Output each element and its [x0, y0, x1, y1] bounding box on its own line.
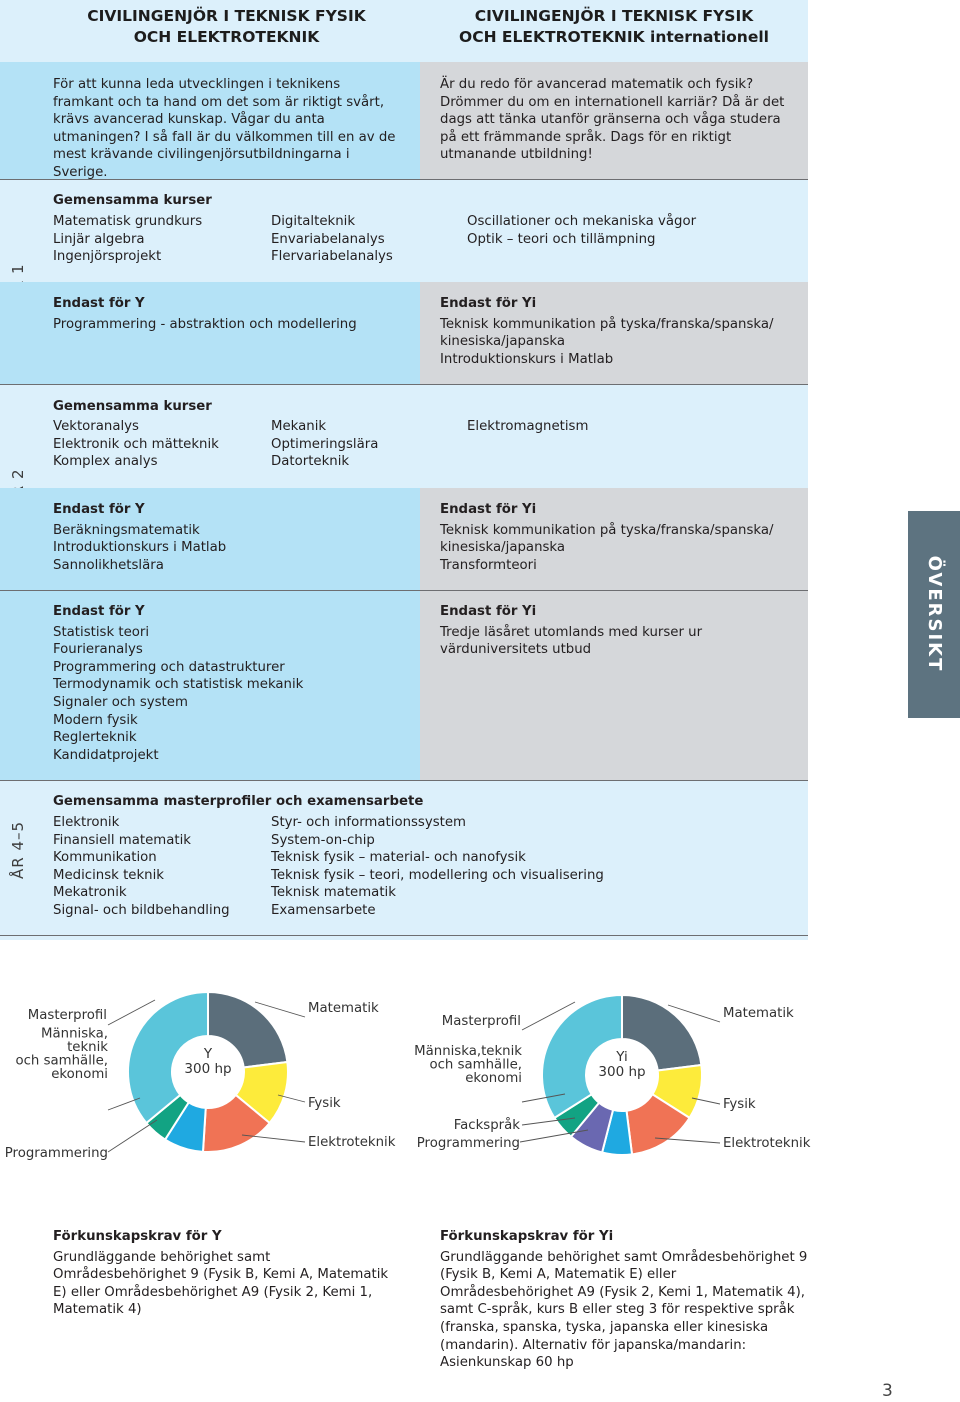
- prereq-y: [53, 1228, 393, 1319]
- course-item: Beräkningsmatematik: [53, 522, 200, 538]
- master-profile-item: Teknisk matematik: [271, 885, 396, 901]
- year3-y-heading: Endast för Y: [53, 604, 145, 619]
- prereq-y-heading: Förkunskapskrav för Y: [53, 1229, 222, 1244]
- master-profile-item: Signal- och bildbehandling: [53, 902, 230, 918]
- year1-yi-heading: Endast för Yi: [440, 296, 537, 311]
- slice-label: ekonomi: [51, 1067, 108, 1082]
- slice-matematik: [622, 995, 701, 1070]
- course-item: Introduktionskurs i Matlab: [53, 540, 227, 556]
- slice-label: Fackspråk: [453, 1118, 520, 1133]
- course-item: Oscillationer och mekaniska vågor: [467, 214, 697, 229]
- year1-common-col3: [467, 213, 696, 248]
- master-profile-item: Styr- och informationssystem: [271, 815, 467, 830]
- course-item: Fourieranalys: [53, 642, 143, 658]
- course-item: Programmering - abstraktion och modellering: [53, 316, 357, 332]
- course-item: Vektoranalys: [53, 419, 139, 434]
- slice-matematik: [208, 992, 287, 1067]
- course-item: Introduktionskurs i Matlab: [440, 351, 614, 367]
- intro-y-text: För att kunna leda utvecklingen i teknikens framkant och ta hand om det som är riktigt svårt, krävs avancerad kunskap. Vågar du anta utmaningen? I så fall är du välkommen till en av de mest krävande civilingenjörsutbildningarna i Sverige.: [53, 77, 396, 180]
- year2-y-block: [53, 501, 226, 574]
- slice-label: Människa,teknik: [414, 1044, 522, 1059]
- header-yi: [420, 6, 808, 48]
- slice-label: och samhälle,: [429, 1057, 522, 1073]
- course-item: Datorteknik: [271, 454, 350, 470]
- year2-common-col3: [467, 418, 588, 436]
- credit-distribution-charts: [0, 970, 960, 1190]
- header-y-line2: OCH ELEKTROTEKNIK: [133, 28, 320, 46]
- course-item: Teknisk kommunikation på tyska/franska/spanska/: [440, 522, 774, 538]
- slice-masterprofil: [128, 992, 208, 1123]
- page-number: 3: [882, 1381, 893, 1401]
- year1-yi-block: [440, 295, 773, 368]
- course-item: Optimeringslära: [271, 436, 379, 452]
- center-label: 300 hp: [184, 1061, 232, 1077]
- year2-common-col2: [271, 418, 378, 471]
- slice-label: teknik: [67, 1040, 108, 1055]
- year45-col2: [271, 814, 604, 920]
- divider: [0, 179, 808, 180]
- master-profile-item: Finansiell matematik: [53, 832, 192, 848]
- course-item: Ingenjörsprojekt: [53, 249, 162, 265]
- master-profile-item: System-on-chip: [271, 832, 375, 848]
- course-item: Mekanik: [271, 419, 327, 434]
- course-item: Sannolikhetslära: [53, 557, 164, 573]
- master-profile-item: Elektronik: [53, 815, 120, 830]
- year3-yi-block: [440, 603, 702, 659]
- slice-label: och samhälle,: [15, 1053, 108, 1069]
- prereq-yi-text: Grundläggande behörighet samt Områdesbehörighet 9 (Fysik B, Kemi A, Matematik E) eller Områdesbehörighet A9 (Fysik 2, Kemi 1, Matematik 4), samt C-språk, kurs B eller steg 3 för respektive språk (franska, spanska, tyska, japanska eller kinesiska (mandarin). Alternativ för japanska/mandarin: Asienkunskap 60 hp: [440, 1249, 808, 1371]
- course-item: kinesiska/japanska: [440, 540, 566, 556]
- year45-col1: [53, 814, 230, 920]
- year2-y-heading: Endast för Y: [53, 502, 145, 517]
- course-item: Programmering och datastrukturer: [53, 659, 285, 675]
- slice-label: Elektroteknik: [308, 1135, 396, 1150]
- slice-label: Matematik: [308, 1001, 379, 1016]
- year1-y-heading: Endast för Y: [53, 296, 145, 311]
- course-item: Tredje läsåret utomlands med kurser ur: [440, 624, 703, 640]
- year2-yi-block: [440, 501, 773, 574]
- header-y: [54, 6, 399, 48]
- course-item: Transformteori: [440, 557, 537, 573]
- course-item: Linjär algebra: [53, 231, 145, 247]
- course-item: Elektronik och mätteknik: [53, 436, 219, 452]
- center-label: 300 hp: [598, 1064, 646, 1080]
- header-yi-line2: OCH ELEKTROTEKNIK internationell: [459, 28, 769, 46]
- slice-label: ekonomi: [465, 1071, 522, 1086]
- master-profile-item: Kommunikation: [53, 850, 157, 866]
- master-profile-item: Teknisk fysik – material- och nanofysik: [271, 850, 526, 866]
- overview-tab-label: ÖVERSIKT: [924, 555, 945, 673]
- year1-common-heading: Gemensamma kurser: [53, 193, 212, 208]
- year1-y-block: [53, 295, 357, 333]
- course-item: Komplex analys: [53, 454, 158, 470]
- header-y-line1: CIVILINGENJÖR I TEKNISK FYSIK: [87, 7, 366, 25]
- slice-label: Programmering: [416, 1136, 520, 1151]
- slice-label: Masterprofil: [27, 1008, 107, 1023]
- master-profile-item: Examensarbete: [271, 902, 376, 918]
- course-item: Optik – teori och tillämpning: [467, 231, 656, 247]
- divider: [0, 384, 808, 385]
- year3-y-block: [53, 603, 303, 764]
- slice-label: Fysik: [723, 1097, 756, 1112]
- course-item: kinesiska/japanska: [440, 334, 566, 350]
- course-item: Elektromagnetism: [467, 419, 589, 434]
- course-item: Signaler och system: [53, 694, 188, 710]
- slice-label: Masterprofil: [441, 1014, 521, 1029]
- prereq-yi-heading: Förkunskapskrav för Yi: [440, 1229, 614, 1244]
- course-item: värduniversitets utbud: [440, 642, 592, 658]
- header-yi-line1: CIVILINGENJÖR I TEKNISK FYSIK: [474, 7, 754, 25]
- slice-label: Programmering: [4, 1146, 108, 1161]
- master-profile-item: Mekatronik: [53, 885, 127, 901]
- course-item: Termodynamik och statistisk mekanik: [53, 677, 304, 693]
- year2-common-heading: Gemensamma kurser: [53, 399, 212, 414]
- slice-label: Fysik: [308, 1096, 341, 1111]
- course-item: Flervariabelanalys: [271, 249, 393, 265]
- divider: [0, 935, 808, 936]
- year45-heading: Gemensamma masterprofiler och examensarbete: [53, 794, 424, 809]
- year1-common-col2: [271, 213, 393, 266]
- course-item: Modern fysik: [53, 712, 138, 728]
- year3-yi-heading: Endast för Yi: [440, 604, 537, 619]
- master-profile-item: Medicinsk teknik: [53, 867, 164, 883]
- course-item: Digitalteknik: [271, 214, 356, 229]
- year-label-4-5: ÅR 4–5: [9, 820, 27, 879]
- master-profile-item: Teknisk fysik – teori, modellering och visualisering: [271, 867, 604, 883]
- course-item: Matematisk grundkurs: [53, 214, 203, 229]
- prereq-yi: [440, 1228, 810, 1372]
- divider: [0, 780, 808, 781]
- prereq-y-text: Grundläggande behörighet samt Områdesbehörighet 9 (Fysik B, Kemi A, Matematik E) eller Områdesbehörighet A9 (Fysik 2, Kemi 1, Matematik 4): [53, 1249, 389, 1318]
- center-label: Y: [203, 1046, 213, 1062]
- course-item: Kandidatprojekt: [53, 747, 159, 763]
- year1-common-col1: [53, 213, 202, 266]
- course-item: Teknisk kommunikation på tyska/franska/spanska/: [440, 316, 774, 332]
- center-label: Yi: [616, 1049, 628, 1065]
- slice-label: Människa,: [41, 1026, 108, 1042]
- leader-line: [108, 1120, 157, 1152]
- year2-yi-heading: Endast för Yi: [440, 502, 537, 517]
- year2-common-col1: [53, 418, 219, 471]
- slice-label: Elektroteknik: [723, 1136, 811, 1151]
- intro-yi-text: Är du redo för avancerad matematik och fysik? Drömmer du om en internationell karriär? Då är det dags att tänka utanför gränserna och våga studera på ett främmande språk. Dags för en riktigt utmanande utbildning!: [440, 77, 785, 162]
- course-item: Envariabelanalys: [271, 231, 385, 247]
- slice-label: Matematik: [723, 1006, 794, 1021]
- course-item: Reglerteknik: [53, 730, 137, 746]
- course-item: Statistisk teori: [53, 624, 150, 640]
